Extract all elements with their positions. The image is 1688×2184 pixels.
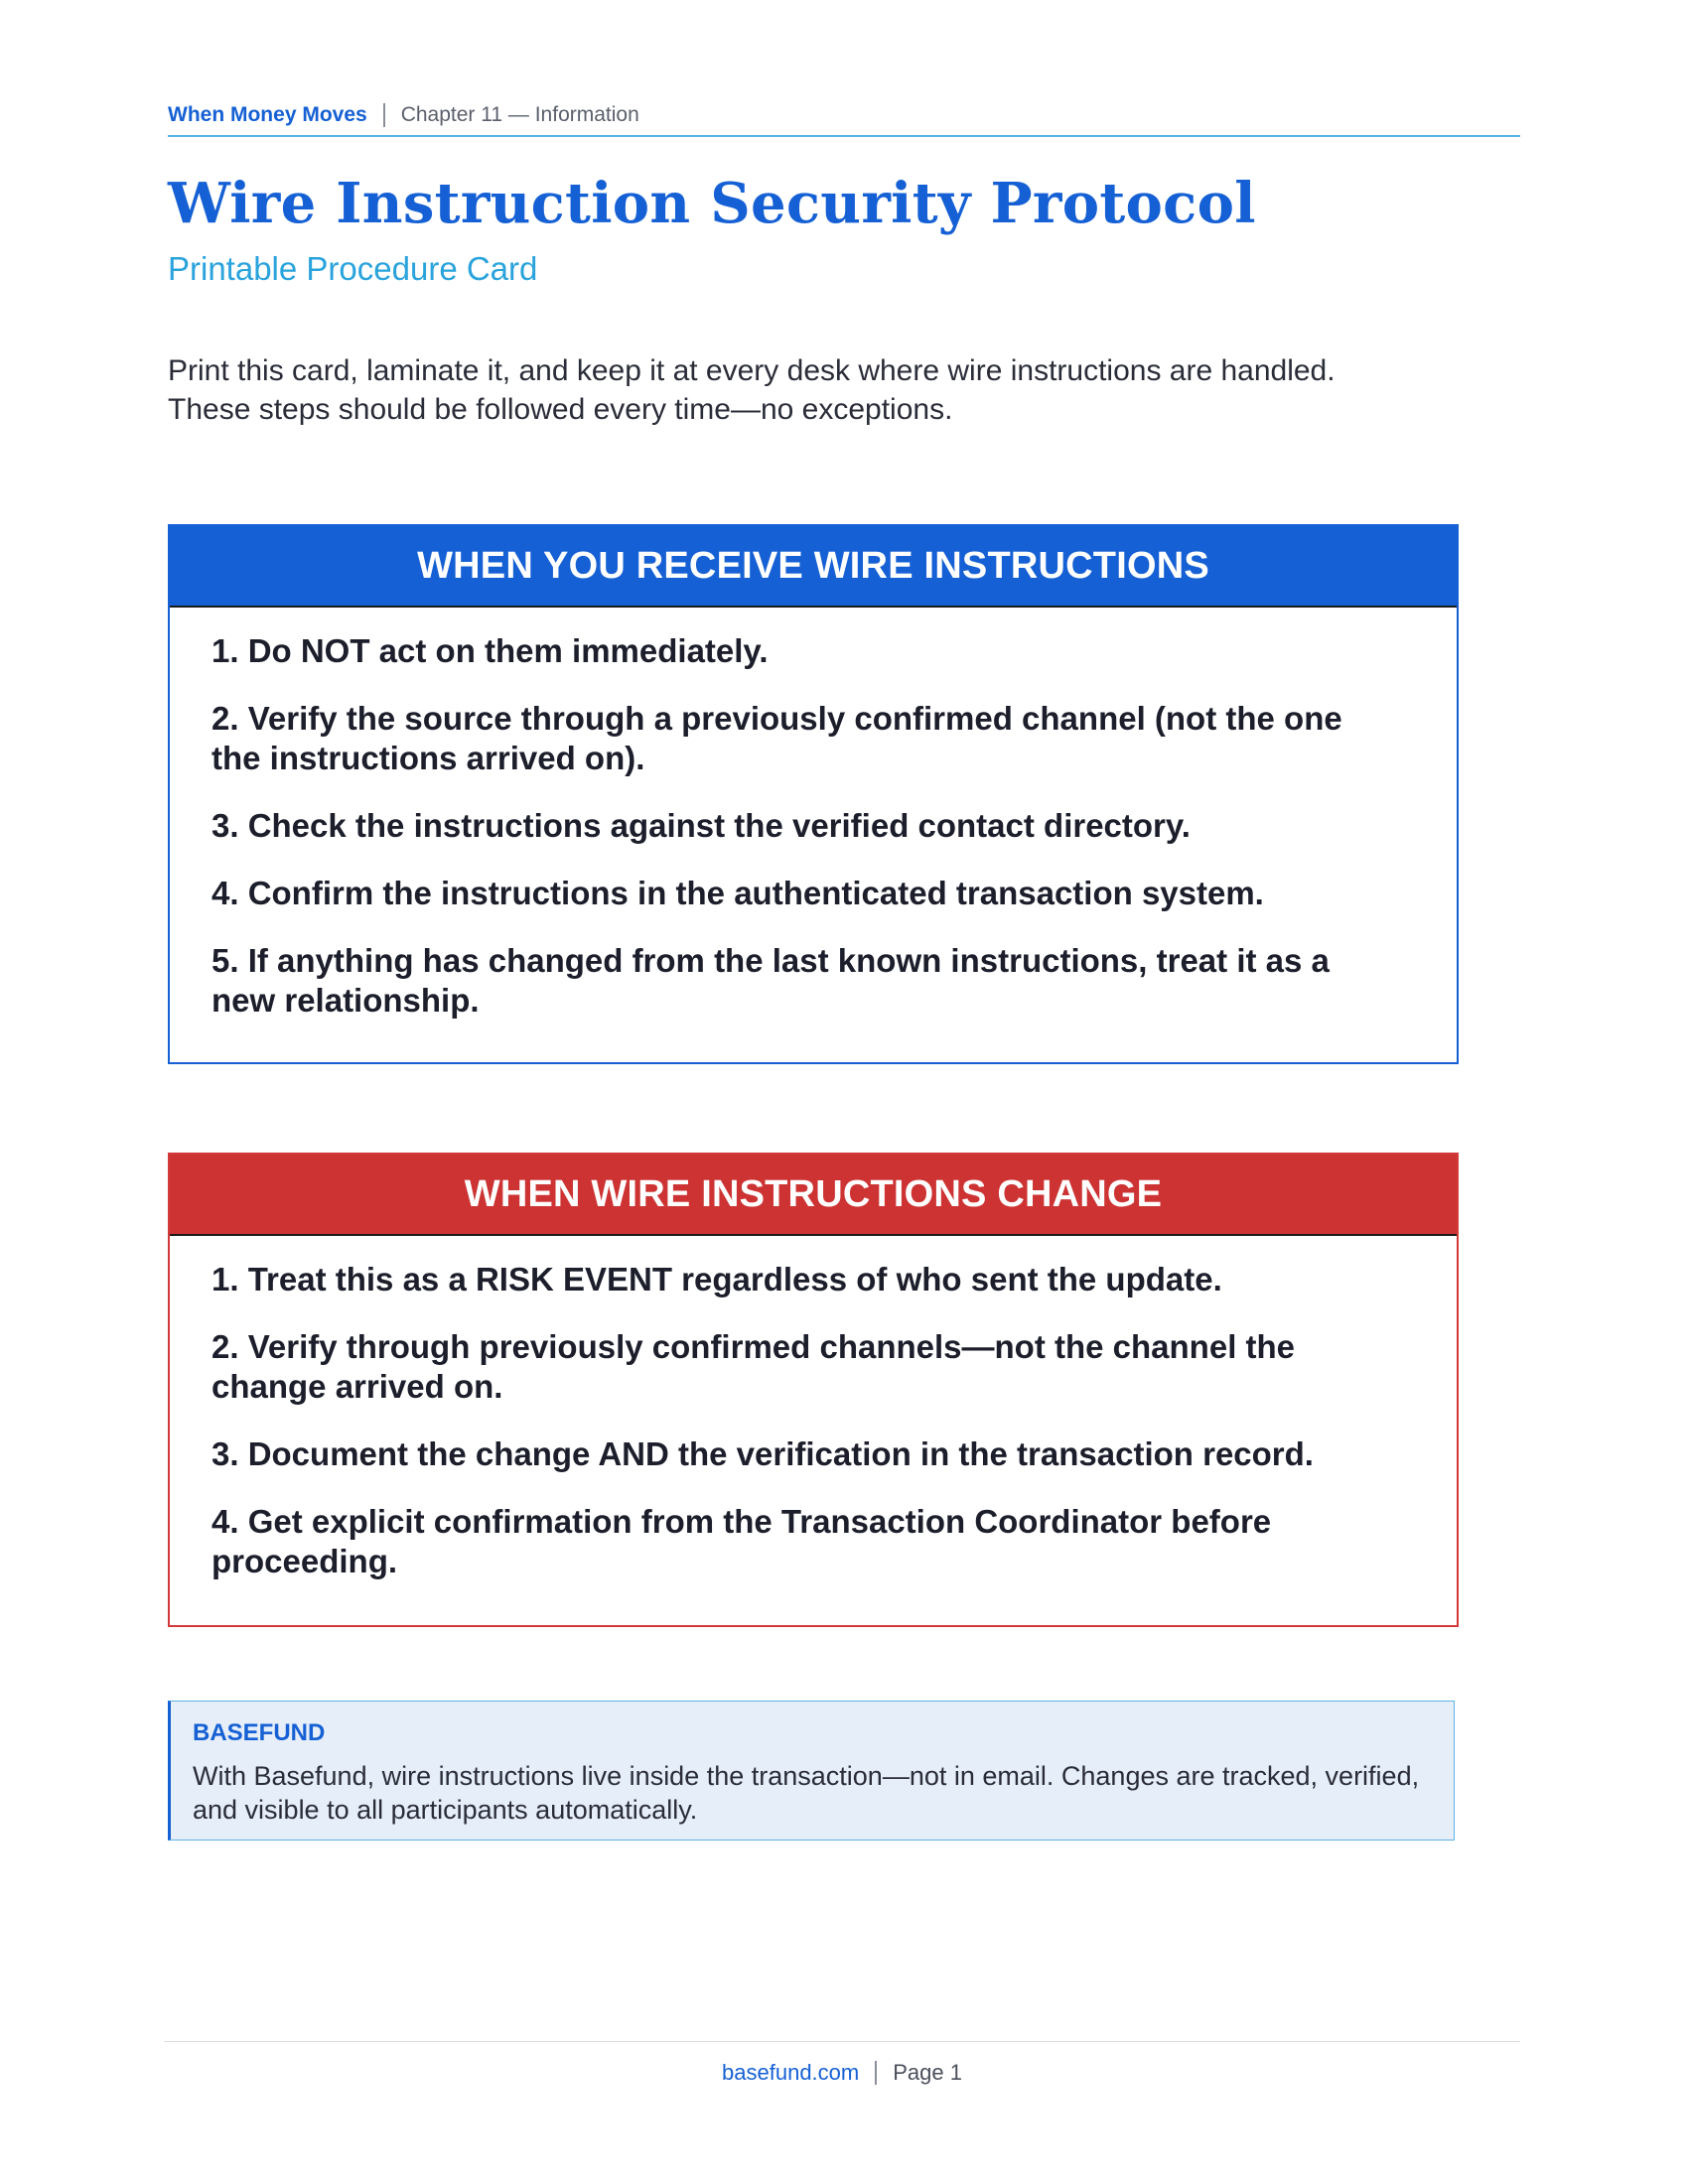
intro-line: Print this card, laminate it, and keep it at every desk where wire instructions are handled. bbox=[168, 354, 1336, 387]
list-item: 3. Document the change AND the verification in the transaction record. bbox=[211, 1435, 1314, 1472]
chapter-label: Chapter 11 — Information bbox=[400, 103, 639, 126]
change-steps-list bbox=[170, 1236, 1457, 1581]
header-divider bbox=[383, 103, 385, 127]
instructions-change-card bbox=[168, 1153, 1459, 1627]
list-item: 1. Treat this as a RISK EVENT regardless of who sent the update. bbox=[211, 1261, 1222, 1297]
running-header bbox=[168, 95, 1520, 137]
list-item: 1. Do NOT act on them immediately. bbox=[211, 632, 769, 669]
page-title: Wire Instruction Security Protocol bbox=[168, 171, 1256, 236]
list-item: 2. Verify the source through a previously confirmed channel (not the one the instructions arrived on). bbox=[211, 700, 1342, 776]
intro-paragraph bbox=[168, 351, 1488, 429]
list-item: 5. If anything has changed from the last known instructions, treat it as a new relationship. bbox=[211, 942, 1330, 1019]
page-subtitle: Printable Procedure Card bbox=[168, 250, 538, 287]
list-item: 4. Confirm the instructions in the authenticated transaction system. bbox=[211, 875, 1264, 911]
callout-label: BASEFUND bbox=[193, 1719, 326, 1746]
change-card-heading: WHEN WIRE INSTRUCTIONS CHANGE bbox=[170, 1155, 1457, 1236]
footer-site-link[interactable]: basefund.com bbox=[722, 2060, 860, 2085]
intro-line: These steps should be followed every time—no exceptions. bbox=[168, 393, 953, 426]
list-item: 4. Get explicit confirmation from the Transaction Coordinator before proceeding. bbox=[211, 1503, 1272, 1579]
list-item: 3. Check the instructions against the verified contact directory. bbox=[211, 807, 1191, 844]
page-number: Page 1 bbox=[893, 2060, 962, 2085]
page-footer bbox=[164, 2041, 1520, 2086]
basefund-callout bbox=[168, 1701, 1455, 1841]
footer-divider bbox=[875, 2061, 877, 2085]
list-item: 2. Verify through previously confirmed channels—not the channel the change arrived on. bbox=[211, 1328, 1296, 1405]
receive-steps-list bbox=[170, 608, 1457, 1021]
receive-card-heading: WHEN YOU RECEIVE WIRE INSTRUCTIONS bbox=[170, 526, 1457, 608]
callout-text: With Basefund, wire instructions live inside the transaction—not in email. Changes are tracked, verified, and visible to all participants automatically. bbox=[193, 1761, 1420, 1825]
receive-instructions-card bbox=[168, 524, 1459, 1064]
book-title: When Money Moves bbox=[168, 103, 367, 126]
